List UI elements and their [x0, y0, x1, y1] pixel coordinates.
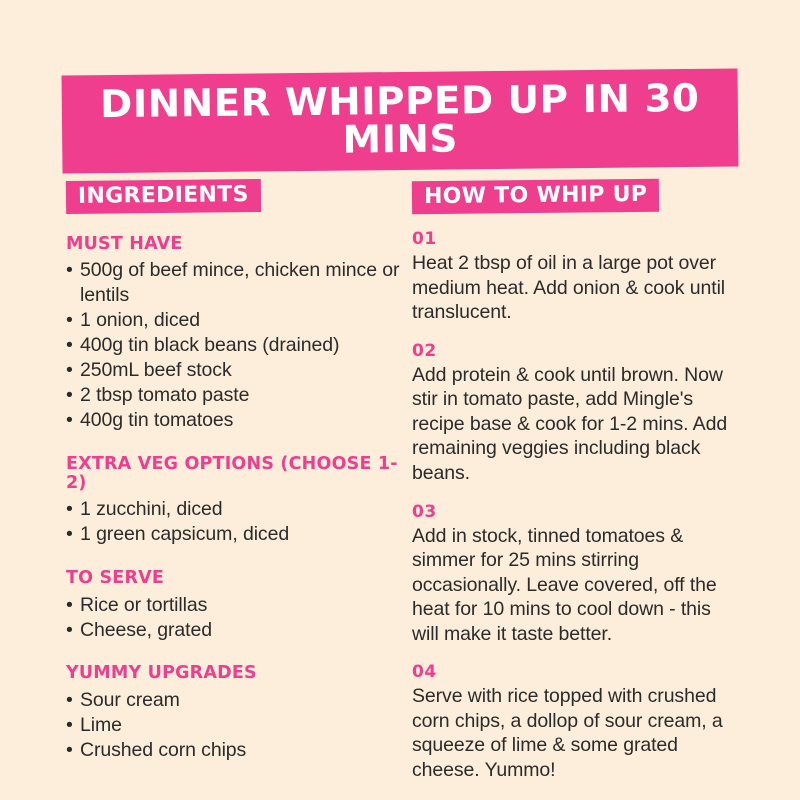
ingredient-group-label: TO SERVE — [66, 568, 165, 589]
method-heading: HOW TO WHIP UP — [412, 179, 660, 215]
page-title: DINNER WHIPPED UP IN 30 MINS — [99, 75, 700, 162]
list-item: • Crushed corn chips — [66, 738, 406, 763]
list-item: • 400g tin black beans (drained) — [66, 333, 406, 358]
list-item: • 1 onion, diced — [66, 308, 406, 333]
method-column — [412, 180, 742, 783]
method-step — [412, 340, 742, 486]
ingredient-group-label: MUST HAVE — [66, 234, 183, 254]
list-item: • 1 zucchini, diced — [66, 497, 406, 522]
list-item: • 1 green capsicum, diced — [66, 522, 406, 547]
ingredient-group — [66, 455, 406, 547]
list-item: • Lime — [66, 713, 406, 738]
step-number: 02 — [412, 340, 437, 361]
list-item: • Cheese, grated — [66, 618, 406, 643]
list-item: • 500g of beef mince, chicken mince or lentils — [66, 258, 406, 308]
ingredient-group — [66, 569, 406, 642]
ingredient-list — [66, 593, 406, 643]
list-item: • 2 tbsp tomato paste — [66, 383, 406, 408]
ingredients-heading: INGREDIENTS — [66, 179, 261, 214]
step-text: Heat 2 tbsp of oil in a large pot over medium heat. Add onion & cook until translucent. — [412, 252, 726, 324]
ingredient-group — [66, 235, 406, 433]
step-number: 01 — [412, 229, 437, 249]
ingredient-group-label: YUMMY UPGRADES — [66, 663, 257, 684]
method-step — [412, 501, 742, 647]
method-step — [412, 231, 742, 325]
step-text: Serve with rice topped with crushed corn chips, a dollop of sour cream, a squeeze of lime & some grated cheese. Yummo! — [412, 685, 723, 781]
list-item: • Rice or tortillas — [66, 593, 406, 618]
ingredient-list — [66, 258, 406, 433]
content-columns — [0, 180, 800, 783]
step-text: Add protein & cook until brown. Now stir in tomato paste, add Mingle's recipe base & cook for 1-2 mins. Add remaining veggies including black beans. — [412, 363, 728, 484]
ingredient-list — [66, 497, 406, 547]
ingredient-group — [66, 664, 406, 762]
ingredient-list — [66, 688, 406, 763]
list-item: • Sour cream — [66, 688, 406, 713]
method-step — [412, 664, 742, 782]
ingredient-group-label: EXTRA VEG OPTIONS (CHOOSE 1-2) — [66, 453, 398, 494]
ingredients-column — [66, 180, 406, 783]
title-banner — [62, 68, 739, 173]
step-text: Add in stock, tinned tomatoes & simmer for 25 mins stirring occasionally. Leave covered, off the heat for 10 mins to cool down - this will make it taste better. — [412, 524, 717, 645]
step-number: 04 — [412, 662, 437, 683]
list-item: • 400g tin tomatoes — [66, 408, 406, 433]
list-item: • 250mL beef stock — [66, 358, 406, 383]
step-number: 03 — [412, 501, 437, 522]
